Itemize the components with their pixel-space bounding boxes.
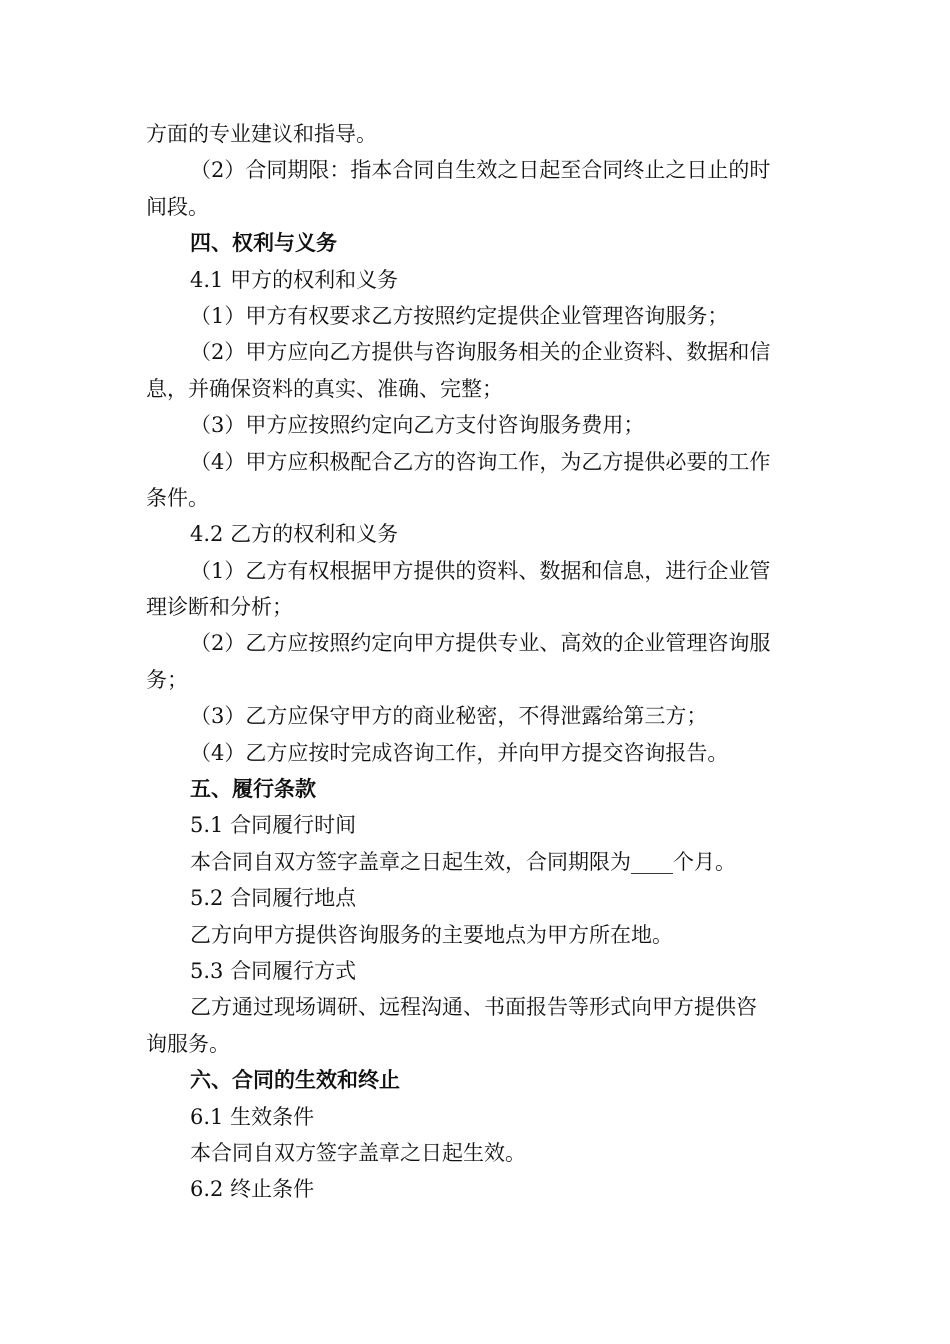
section-heading: 六、合同的生效和终止 [190,1067,400,1093]
paragraph-line: （1）乙方有权根据甲方提供的资料、数据和信息，进行企业管 [190,558,771,583]
subsection-heading: 6.1 生效条件 [190,1104,315,1129]
paragraph-line: 务； [146,667,188,692]
paragraph-line: （2）合同期限：指本合同自生效之日起至合同终止之日止的时 [190,158,771,183]
paragraph-line: 本合同自双方签字盖章之日起生效。 [190,1140,526,1165]
paragraph-line: （2）甲方应向乙方提供与咨询服务相关的企业资料、数据和信 [190,340,771,365]
paragraph-line: 理诊断和分析； [146,595,293,620]
paragraph-line: （3）乙方应保守甲方的商业秘密，不得泄露给第三方； [190,704,708,729]
paragraph-line: 乙方向甲方提供咨询服务的主要地点为甲方所在地。 [190,922,673,947]
paragraph-line: （4）甲方应积极配合乙方的咨询工作，为乙方提供必要的工作 [190,449,771,474]
paragraph-line: 乙方通过现场调研、远程沟通、书面报告等形式向甲方提供咨 [190,995,757,1020]
paragraph-line: 询服务。 [146,1031,230,1056]
subsection-heading: 5.2 合同履行地点 [190,886,357,911]
subsection-heading: 5.1 合同履行时间 [190,813,357,838]
subsection-heading: 4.1 甲方的权利和义务 [190,267,399,292]
section-heading: 五、履行条款 [190,776,316,802]
subsection-heading: 5.3 合同履行方式 [190,958,357,983]
paragraph-line: 息，并确保资料的真实、准确、完整； [146,376,503,401]
paragraph-line: （3）甲方应按照约定向乙方支付咨询服务费用； [190,413,645,438]
paragraph-line: 条件。 [146,485,209,510]
contract-text-body [146,116,808,1208]
subsection-heading: 4.2 乙方的权利和义务 [190,522,399,547]
section-heading: 四、权利与义务 [190,230,337,256]
paragraph-line: 方面的专业建议和指导。 [146,122,377,146]
paragraph-line: （1）甲方有权要求乙方按照约定提供企业管理咨询服务； [190,303,729,328]
subsection-heading: 6.2 终止条件 [190,1177,315,1202]
paragraph-line: （4）乙方应按时完成咨询工作，并向甲方提交咨询报告。 [190,740,729,765]
paragraph-line: 间段。 [146,194,209,219]
paragraph-line: 本合同自双方签字盖章之日起生效，合同期限为____个月。 [190,849,736,874]
paragraph-line: （2）乙方应按照约定向甲方提供专业、高效的企业管理咨询服 [190,631,771,656]
